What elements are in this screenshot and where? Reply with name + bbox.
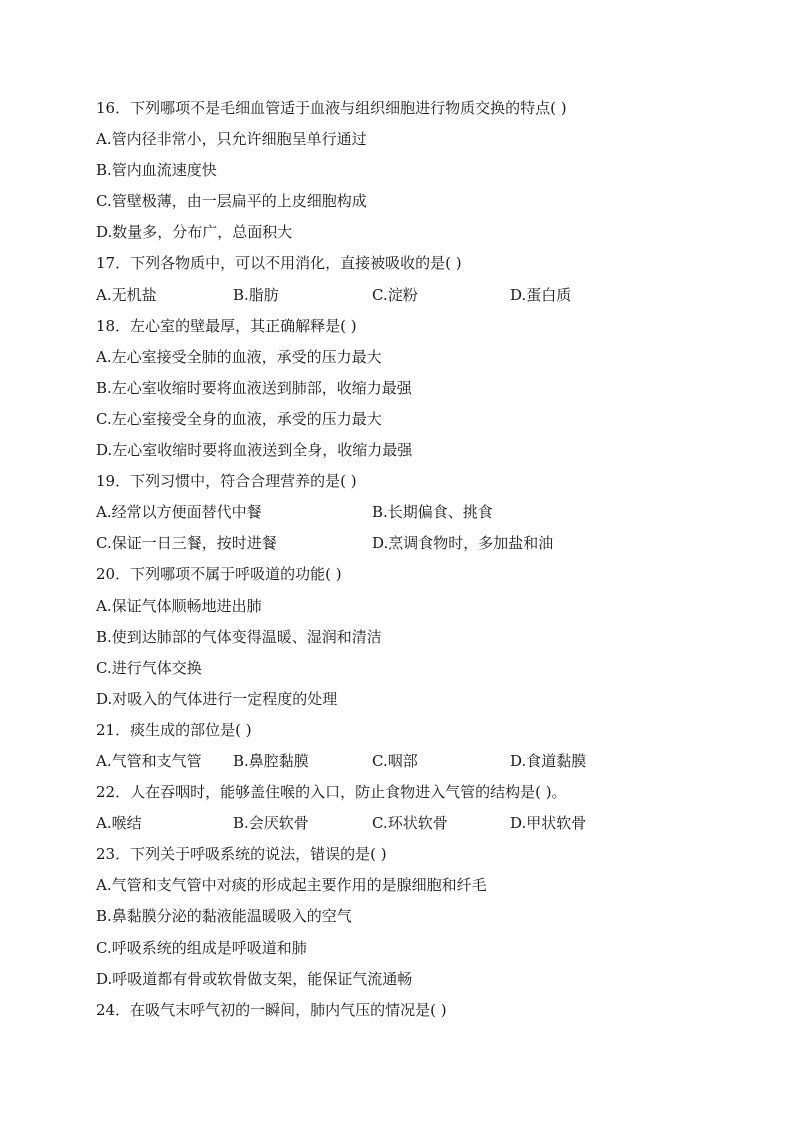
answer-option-row — [96, 528, 716, 559]
answer-option: A.经常以方便面替代中餐 — [96, 503, 262, 522]
answer-option: A.无机盐 — [96, 285, 157, 304]
answer-option: A.保证气体顺畅地进出肺 — [96, 596, 262, 615]
answer-option: A.管内径非常小，只允许细胞呈单行通过 — [96, 130, 367, 149]
question-stem: 23．下列关于呼吸系统的说法，错误的是( ) — [96, 845, 387, 864]
question-list — [96, 93, 716, 1026]
answer-option: C.咽部 — [372, 751, 418, 770]
answer-option: D.烹调食物时，多加盐和油 — [372, 534, 554, 553]
answer-option: C.进行气体交换 — [96, 658, 202, 677]
answer-option: D.左心室收缩时要将血液送到全身，收缩力最强 — [96, 441, 413, 460]
answer-option: D.蛋白质 — [510, 285, 572, 304]
answer-option: B.左心室收缩时要将血液送到肺部，收缩力最强 — [96, 378, 412, 397]
answer-option: D.数量多，分布广，总面积大 — [96, 223, 293, 242]
question-stem: 18．左心室的壁最厚，其正确解释是( ) — [96, 316, 357, 335]
answer-option: A.气管和支气管 — [96, 751, 202, 770]
answer-option: C.保证一日三餐，按时进餐 — [96, 534, 277, 553]
answer-option: C.环状软骨 — [372, 814, 448, 833]
answer-option: D.对吸入的气体进行一定程度的处理 — [96, 689, 338, 708]
answer-option: B.会厌软骨 — [233, 814, 309, 833]
answer-option-row — [96, 746, 716, 777]
question-stem: 21．痰生成的部位是( ) — [96, 720, 252, 739]
question-stem: 19．下列习惯中，符合合理营养的是( ) — [96, 472, 357, 491]
answer-option: B.管内血流速度快 — [96, 161, 217, 180]
answer-option: C.管壁极薄，由一层扁平的上皮细胞构成 — [96, 192, 367, 211]
answer-option: C.左心室接受全身的血液，承受的压力最大 — [96, 409, 382, 428]
answer-option: D.呼吸道都有骨或软骨做支架，能保证气流通畅 — [96, 969, 413, 988]
answer-option: B.鼻腔黏膜 — [233, 751, 309, 770]
answer-option: A.左心室接受全肺的血液，承受的压力最大 — [96, 347, 382, 366]
answer-option: C.淀粉 — [372, 285, 418, 304]
answer-option: D.食道黏膜 — [510, 751, 587, 770]
question-stem: 16．下列哪项不是毛细血管适于血液与组织细胞进行物质交换的特点( ) — [96, 99, 567, 117]
answer-option: D.甲状软骨 — [510, 814, 587, 833]
answer-option: B.鼻黏膜分泌的黏液能温暖吸入的空气 — [96, 907, 352, 926]
answer-option: B.使到达肺部的气体变得温暖、湿润和清洁 — [96, 627, 382, 646]
answer-option: B.脂肪 — [233, 285, 279, 304]
answer-option: C.呼吸系统的组成是呼吸道和肺 — [96, 938, 307, 957]
question-stem: 20．下列哪项不属于呼吸道的功能( ) — [96, 565, 342, 584]
answer-option-row — [96, 497, 716, 528]
answer-option: A.喉结 — [96, 814, 142, 833]
answer-option-row — [96, 808, 716, 839]
question-stem: 17．下列各物质中，可以不用消化，直接被吸收的是( ) — [96, 254, 462, 273]
answer-option-row — [96, 280, 716, 311]
answer-option: A.气管和支气管中对痰的形成起主要作用的是腺细胞和纤毛 — [96, 876, 487, 895]
answer-option: B.长期偏食、挑食 — [372, 503, 493, 522]
question-stem: 22．人在吞咽时，能够盖住喉的入口，防止食物进入气管的结构是( )。 — [96, 783, 567, 802]
question-stem: 24．在吸气末呼气初的一瞬间，肺内气压的情况是( ) — [96, 1000, 447, 1019]
